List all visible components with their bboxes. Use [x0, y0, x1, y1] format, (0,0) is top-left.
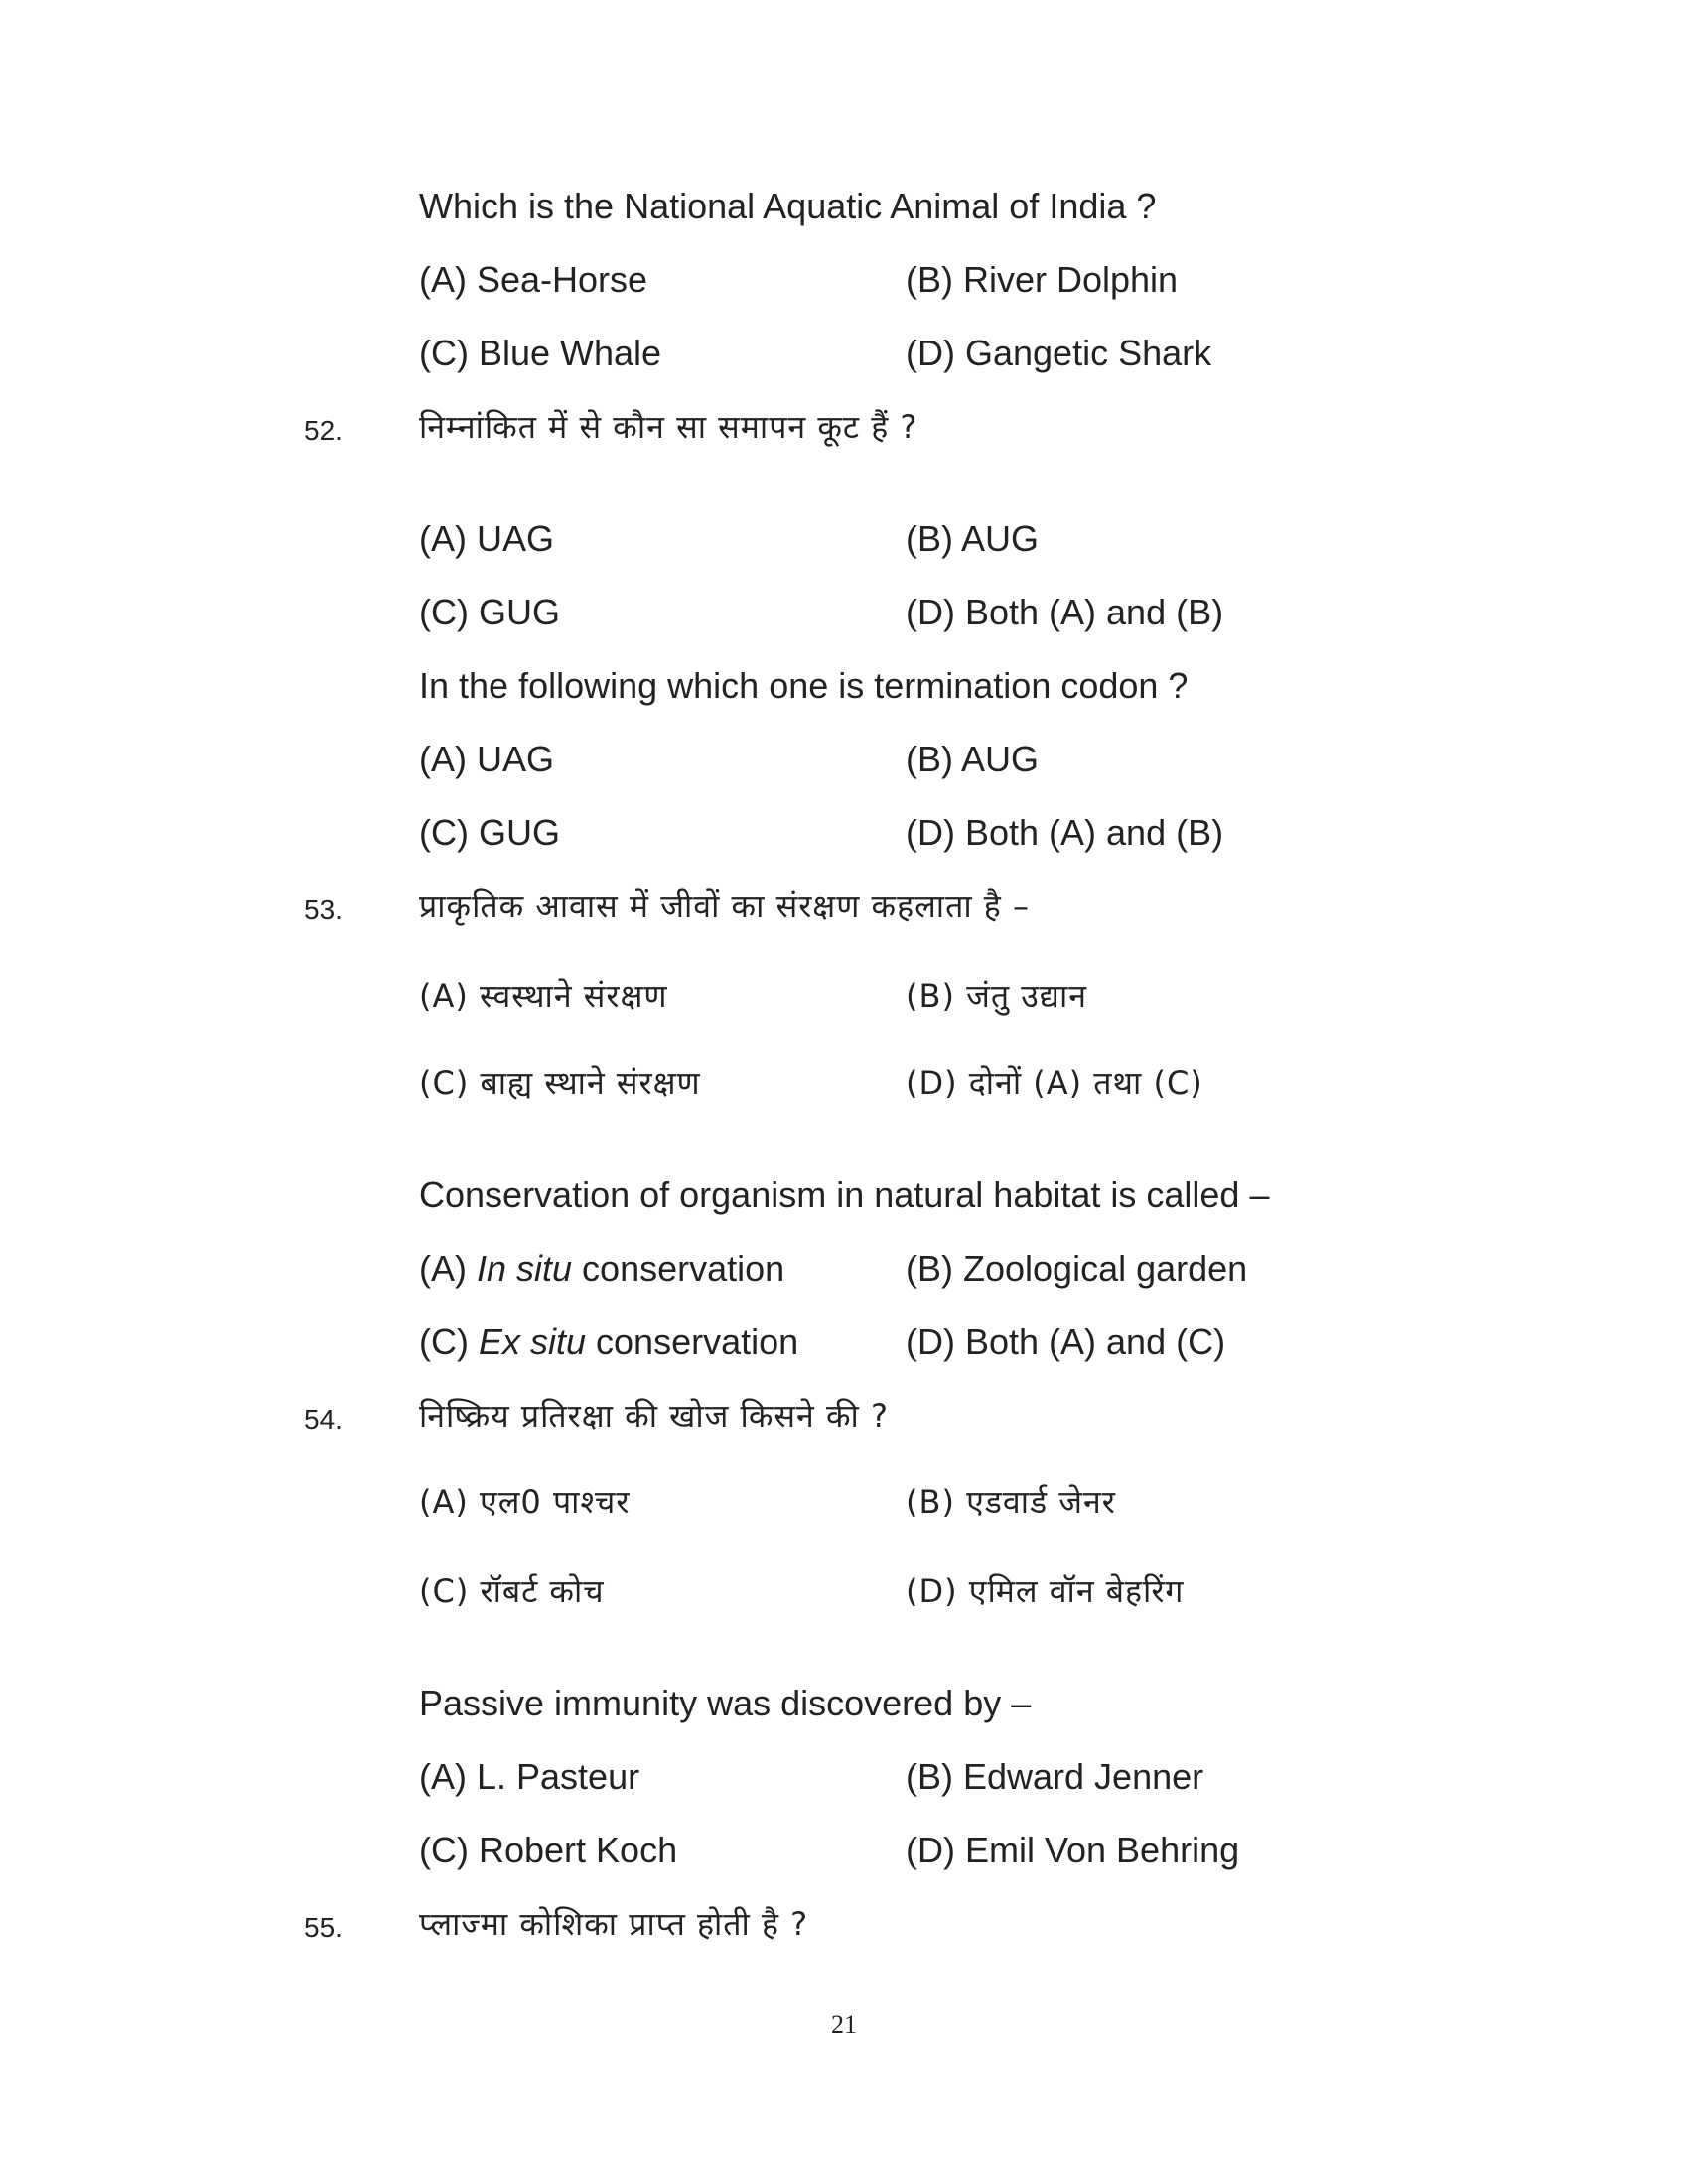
q52-hindi-option-b: (B) AUG [906, 518, 1040, 559]
q54-hindi-option-b [906, 1479, 1116, 1524]
q54-hindi-option-a [419, 1479, 630, 1524]
q53-option-a-italic: In situ [477, 1248, 573, 1289]
q53-option-c-prefix: (C) [419, 1321, 479, 1362]
q53-hindi-option-c-text: (C) बाह्य स्थाने संरक्षण [419, 1064, 701, 1102]
question-52-hindi: निम्नांकित में से कौन सा समापन कूट हैं ? [419, 408, 918, 446]
q52-option-b: (B) AUG [906, 739, 1040, 779]
question-54-english: Passive immunity was discovered by – [419, 1683, 1032, 1723]
q54-hindi-option-c-text: (C) रॉबर्ट कोच [419, 1572, 605, 1610]
q54-option-a: (A) L. Pasteur [419, 1756, 640, 1797]
q51-option-a: (A) Sea-Horse [419, 259, 648, 300]
question-number-55: 55. [304, 1912, 343, 1943]
question-number-53: 53. [304, 894, 343, 925]
q53-option-c [419, 1320, 798, 1364]
q54-hindi-option-b-text: (B) एडवार्ड जेनर [906, 1483, 1116, 1521]
q53-hindi-option-d [906, 1060, 1203, 1105]
question-52-english: In the following which one is termination codon ? [419, 665, 1189, 706]
question-53-hindi: प्राकृतिक आवास में जीवों का संरक्षण कहलाता है – [419, 887, 1030, 925]
q52-option-d: (D) Both (A) and (B) [906, 812, 1224, 853]
question-54-hindi: निष्क्रिय प्रतिरक्षा की खोज किसने की ? [419, 1397, 890, 1434]
q52-option-a: (A) UAG [419, 739, 555, 779]
q54-option-c: (C) Robert Koch [419, 1830, 678, 1870]
q52-option-c: (C) GUG [419, 812, 560, 853]
question-51-english: Which is the National Aquatic Animal of India ? [419, 186, 1157, 226]
q54-hindi-option-d [906, 1569, 1184, 1613]
q53-option-c-italic: Ex situ [478, 1321, 587, 1362]
q53-hindi-option-d-text: (D) दोनों (A) तथा (C) [906, 1064, 1203, 1102]
q54-hindi-option-c [419, 1569, 605, 1613]
question-number-52: 52. [304, 415, 343, 446]
q53-option-a-prefix: (A) [419, 1248, 477, 1289]
q53-hindi-option-a [419, 973, 668, 1018]
q53-option-c-suffix: conservation [586, 1321, 799, 1362]
question-53-english: Conservation of organism in natural habitat is called – [419, 1174, 1270, 1215]
q54-hindi-option-a-text: (A) एल0 पाश्चर [419, 1483, 631, 1521]
q53-hindi-option-b [906, 973, 1087, 1018]
q52-hindi-option-a: (A) UAG [419, 518, 555, 559]
q54-option-d: (D) Emil Von Behring [906, 1830, 1240, 1870]
q53-option-a-suffix: conservation [572, 1248, 785, 1289]
q51-option-c: (C) Blue Whale [419, 333, 662, 373]
question-55-hindi: प्लाज्मा कोशिका प्राप्त होती है ? [419, 1905, 809, 1943]
q54-hindi-option-d-text: (D) एमिल वॉन बेहरिंग [906, 1572, 1185, 1610]
q53-hindi-option-b-text: (B) जंतु उद्यान [906, 977, 1087, 1015]
q53-option-d: (D) Both (A) and (C) [906, 1321, 1226, 1362]
q52-hindi-option-d: (D) Both (A) and (B) [906, 592, 1224, 632]
q53-hindi-option-a-text: (A) स्वस्थाने संरक्षण [419, 977, 668, 1015]
q53-option-a [419, 1247, 784, 1291]
question-number-54: 54. [304, 1404, 343, 1434]
q53-option-b: (B) Zoological garden [906, 1248, 1248, 1289]
q53-hindi-option-c [419, 1060, 701, 1105]
q54-option-b: (B) Edward Jenner [906, 1756, 1204, 1797]
q52-hindi-option-c: (C) GUG [419, 592, 560, 632]
q51-option-d: (D) Gangetic Shark [906, 333, 1212, 373]
page-number: 21 [831, 2010, 857, 2039]
q51-option-b: (B) River Dolphin [906, 259, 1179, 300]
